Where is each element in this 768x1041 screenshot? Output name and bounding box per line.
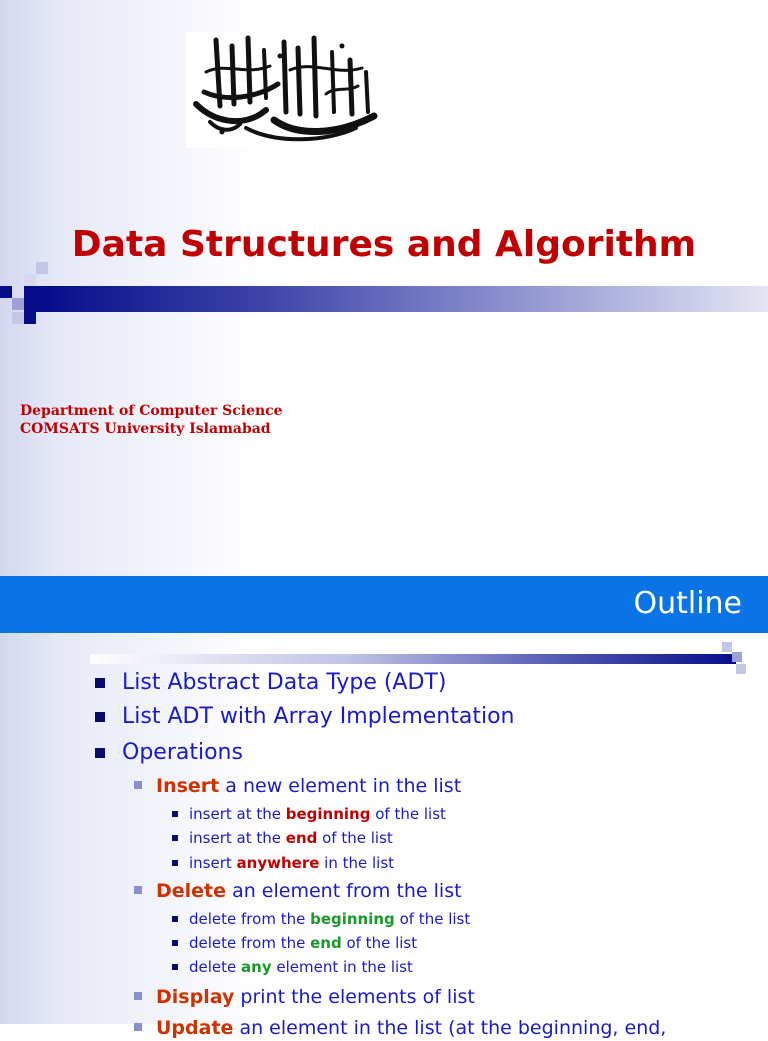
bismillah-calligraphy [186,32,386,148]
bullet-icon [134,886,142,894]
department-name: Department of Computer Science [20,403,283,419]
bullet-icon [95,712,105,722]
bullet-icon [134,1023,142,1031]
bullet-icon [172,940,178,946]
bullet-icon [134,781,142,789]
bullet-icon [172,916,178,922]
outline-title: Outline [633,586,742,621]
outline-header [0,576,768,633]
bullet-icon [172,964,178,970]
bullet-icon [95,678,105,688]
bullet-icon [172,811,178,817]
bullet-icon [134,992,142,1000]
university-name: COMSATS University Islamabad [20,421,271,437]
bullet-icon [172,860,178,866]
bullet-icon [95,748,105,758]
calligraphy-image [186,32,386,148]
bullet-icon [172,835,178,841]
department-info [20,402,283,438]
slide-title: Data Structures and Algorithm [71,224,697,265]
outline-slide: Outline List Abstract Data Type (ADT) List ADT with Array Implementation Operations Insert a new element in the list insert at the beginning of the list insert at the end of the list insert anywhere in the list Delete an element from the list delete from the beginning of the list delete from the end of the list delete any element in the list Display print the elements of list Update an element in the list (at the beginning, end, [0,576,768,1024]
